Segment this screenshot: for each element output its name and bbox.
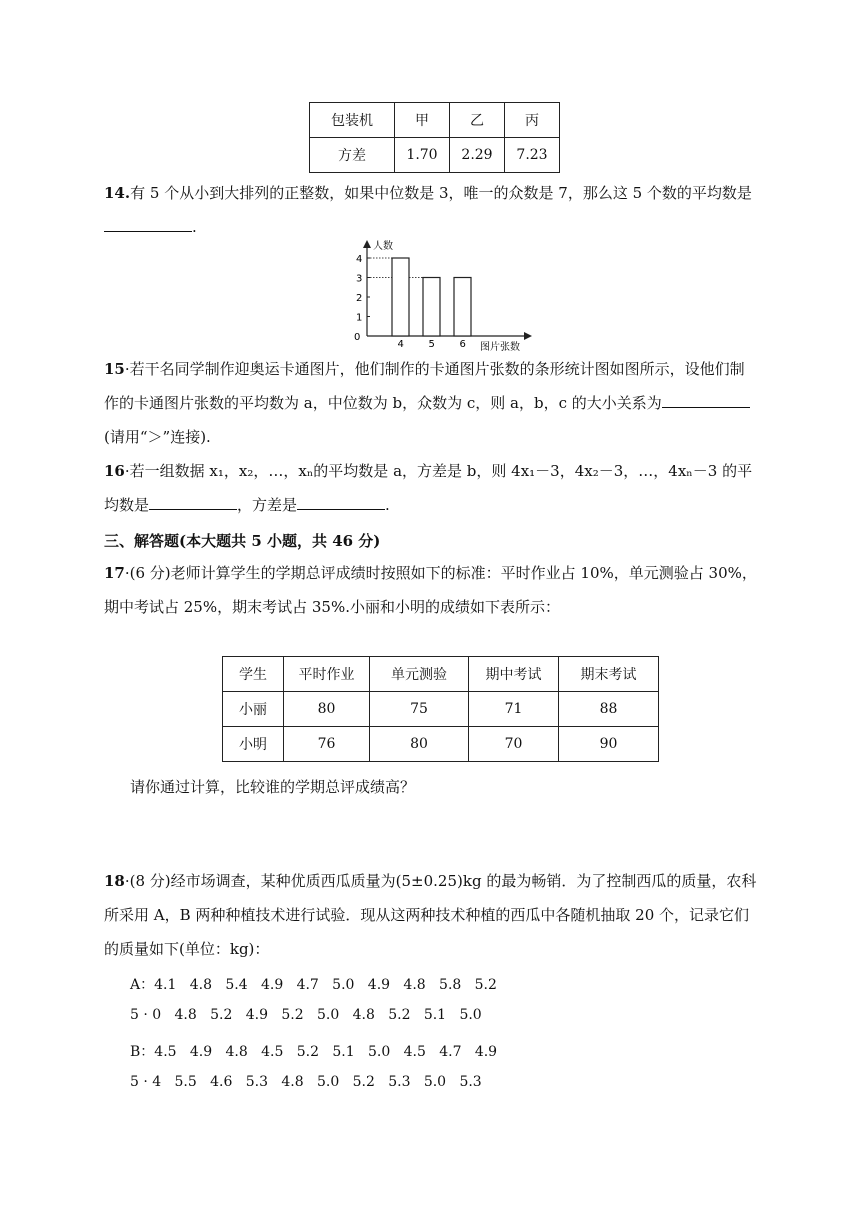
y-ticks [354, 254, 370, 343]
question-text: ·(6 分)老师计算学生的学期总评成绩时按照如下的标准：平时作业占 10%，单元测验占 30%，期中考试占 25%，期末考试占 35%.小丽和小明的成绩如下表所示： [104, 564, 757, 616]
table-cell: 甲 [395, 103, 450, 138]
question-suffix: . [192, 218, 197, 236]
x-axis-label: 图片张数 [480, 342, 520, 353]
table-cell: 1.70 [395, 138, 450, 173]
x-tick-label: 4 [397, 339, 404, 350]
bar-4 [392, 258, 409, 336]
table-cell: 学生 [223, 657, 284, 692]
data-line-b2: 5 · 4 5.5 4.6 5.3 4.8 5.0 5.2 5.3 5.0 5.3 [130, 1074, 482, 1090]
question-16 [104, 454, 758, 522]
question-number: 15 [104, 360, 125, 378]
question-number: 16 [104, 462, 125, 480]
data-line-b1: B：4.5 4.9 4.8 4.5 5.2 5.1 5.0 4.5 4.7 4.9 [130, 1044, 498, 1060]
bars [392, 258, 471, 336]
y-tick-label: 4 [356, 254, 363, 265]
table-cell: 方差 [310, 138, 395, 173]
question-text: ·(8 分)经市场调查，某种优质西瓜质量为(5±0.25)kg 的最为畅销．为了控制西瓜的质量，农科所采用 A，B 两种种植技术进行试验．现从这两种技术种植的西瓜中各随机抽取 20 个，记录它们的质量如下(单位：kg)： [104, 872, 757, 958]
table-row [310, 138, 560, 173]
x-tick-label: 5 [428, 339, 435, 350]
question-17 [104, 556, 758, 624]
table-cell: 单元测验 [370, 657, 469, 692]
section-heading: 三、解答题(本大题共 5 小题，共 46 分) [104, 532, 381, 550]
question-mid: ，方差是 [237, 496, 298, 514]
table-cell: 80 [284, 692, 370, 727]
bar-5 [423, 278, 440, 337]
variance-table [309, 102, 560, 173]
table-cell: 丙 [505, 103, 560, 138]
question-14 [104, 176, 758, 244]
bar-6 [454, 278, 471, 337]
table-cell: 76 [284, 727, 370, 762]
x-ticks [398, 339, 466, 350]
question-text: ·若干名同学制作迎奥运卡通图片，他们制作的卡通图片张数的条形统计图如图所示，设他们制作的卡通图片张数的平均数为 a，中位数为 b，众数为 c，则 a，b，c 的大小关系为 [104, 360, 745, 412]
table-cell: 71 [469, 692, 559, 727]
question-15 [104, 352, 758, 454]
y-tick-label: 3 [356, 273, 363, 285]
table-cell: 70 [469, 727, 559, 762]
table-cell: 小明 [223, 727, 284, 762]
y-axis-label: 人数 [373, 241, 393, 252]
y-tick-label: 1 [356, 312, 363, 324]
table-cell: 7.23 [505, 138, 560, 173]
data-line-a1: A：4.1 4.8 5.4 4.9 4.7 5.0 4.9 4.8 5.8 5.2 [130, 977, 497, 993]
question-18 [104, 864, 758, 966]
table-cell: 平时作业 [284, 657, 370, 692]
table-cell: 期中考试 [469, 657, 559, 692]
question-text: ·若一组数据 x₁，x₂，…，xₙ的平均数是 a，方差是 b，则 4x₁－3，4x₂－3，…，4xₙ－3 的平均数是 [104, 462, 753, 514]
table-cell: 包装机 [310, 103, 395, 138]
answer-blank [297, 494, 385, 510]
x-tick-label: 6 [459, 339, 466, 350]
answer-blank [662, 392, 750, 408]
table-cell: 小丽 [223, 692, 284, 727]
y-axis-arrow [363, 240, 371, 248]
x-axis-arrow [524, 332, 532, 340]
answer-blank [104, 216, 192, 232]
question-17-prompt: 请你通过计算，比较谁的学期总评成绩高？ [130, 778, 416, 796]
score-table [222, 656, 659, 762]
table-cell: 乙 [450, 103, 505, 138]
table-cell: 90 [559, 727, 659, 762]
table-cell: 88 [559, 692, 659, 727]
table-row [223, 692, 659, 727]
question-suffix: (请用“＞”连接). [104, 428, 211, 446]
answer-blank [149, 494, 237, 510]
question-number: 18 [104, 872, 125, 890]
bar-chart [340, 236, 540, 354]
question-number: 17 [104, 564, 125, 582]
y-tick-label: 2 [356, 293, 363, 304]
table-cell: 期末考试 [559, 657, 659, 692]
question-text: 有 5 个从小到大排列的正整数，如果中位数是 3，唯一的众数是 7，那么这 5 个数的平均数是 [130, 184, 752, 202]
table-row [223, 727, 659, 762]
table-row [310, 103, 560, 138]
table-cell: 75 [370, 692, 469, 727]
table-row [223, 657, 659, 692]
y-tick-label: 0 [354, 332, 361, 343]
data-line-a2: 5 · 0 4.8 5.2 4.9 5.2 5.0 4.8 5.2 5.1 5.0 [130, 1007, 482, 1023]
table-cell: 80 [370, 727, 469, 762]
question-suffix: . [385, 496, 390, 514]
question-number: 14. [104, 184, 131, 202]
table-cell: 2.29 [450, 138, 505, 173]
